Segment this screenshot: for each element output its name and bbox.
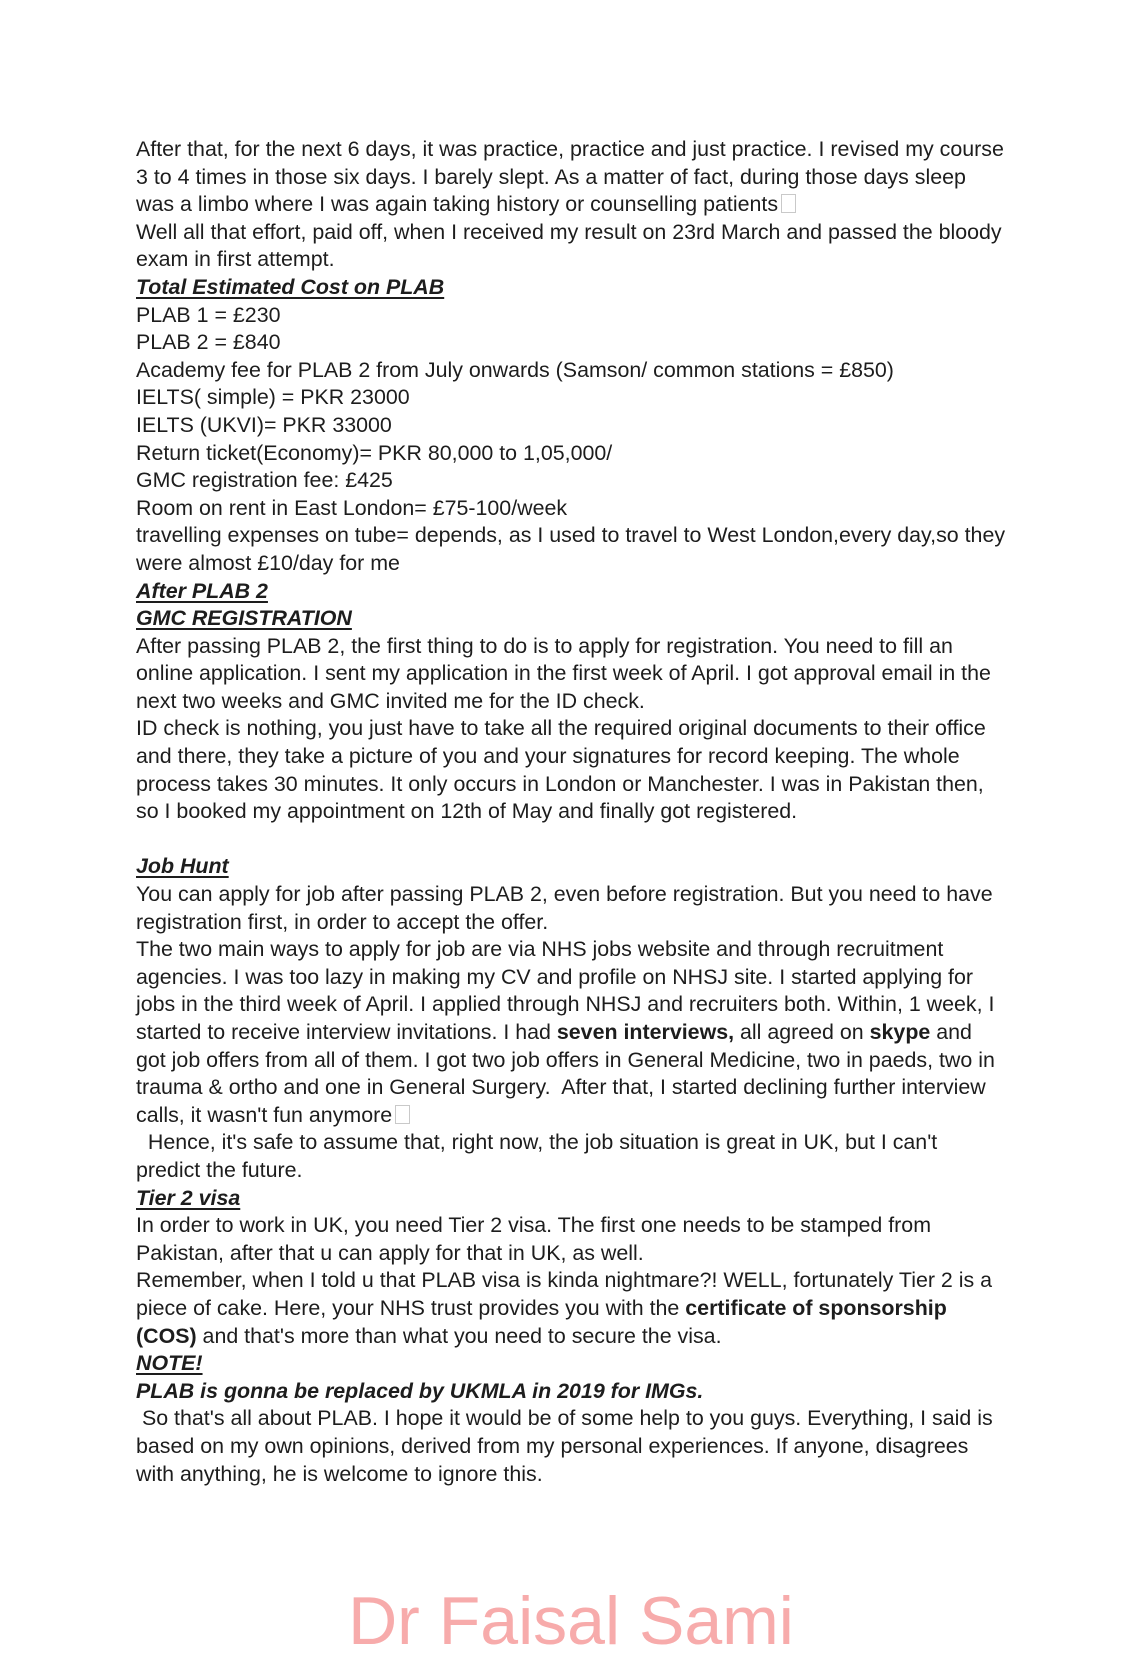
text-run: PLAB is gonna be replaced by UKMLA in 2019 for IMGs. xyxy=(136,1378,704,1403)
text-run: GMC registration fee: £425 xyxy=(136,468,393,493)
text-run: Job Hunt xyxy=(136,854,229,879)
paragraph xyxy=(136,1267,1006,1350)
bold-text-run: skype xyxy=(869,1020,931,1044)
text-run: Return ticket(Economy)= PKR 80,000 to 1,05,000/ xyxy=(136,440,613,465)
text-run: IELTS (UKVI)= PKR 33000 xyxy=(136,412,392,437)
paragraph xyxy=(136,136,1010,219)
paragraph xyxy=(136,440,1006,468)
text-run: travelling expenses on tube= depends, as I used to travel to West London,every day,so they were almost £10/day for me xyxy=(136,523,1011,575)
paragraph xyxy=(136,219,1006,274)
text-run: Tier 2 visa xyxy=(136,1185,241,1210)
text-run: Hence, it's safe to assume that, right now, the job situation is great in UK, but I can't predict the future. xyxy=(136,1130,944,1182)
text-run: The two main ways to apply for job are via NHS jobs website and through recruitment agencies. I was too lazy in making my CV and profile on NHSJ site. I started applying for jobs in the third week of April. I applied through NHSJ and recruiters both. Within, 1 week, I started to receive interview invitations. I had xyxy=(136,937,1001,1044)
text-run: and that's more than what you need to secure the visa. xyxy=(196,1323,722,1348)
section-heading xyxy=(136,1350,1006,1378)
text-run: ID check is nothing, you just have to take all the required original documents to their office and there, they take a picture of you and your signatures for record keeping. The whole process takes 30 minutes. It only occurs in London or Manchester. I was in Pakistan then, so I booked my appointment on 12th of May and finally got registered. xyxy=(136,716,992,824)
paragraph xyxy=(136,633,1006,716)
bold-text-run: seven interviews, xyxy=(556,1020,735,1044)
paragraph xyxy=(136,384,1006,412)
text-run: and got job offers from all of them. I got two job offers in General Medicine, two in paeds, two in trauma & ortho and one in General Surgery. After that, I started declining further interview calls, it wasn't fun anymore xyxy=(136,1020,1001,1127)
blank-line xyxy=(136,826,1006,854)
paragraph xyxy=(136,412,1006,440)
text-run: PLAB 2 = £840 xyxy=(136,330,281,355)
text-run: Well all that effort, paid off, when I received my result on 23rd March and passed the bloody exam in first attempt. xyxy=(136,219,1008,272)
section-heading xyxy=(136,853,1006,881)
text-run: all agreed on xyxy=(734,1020,870,1044)
text-run: GMC REGISTRATION xyxy=(136,606,352,631)
paragraph xyxy=(136,467,1006,495)
section-heading xyxy=(136,274,1006,302)
paragraph xyxy=(136,881,1006,936)
paragraph xyxy=(136,522,1011,577)
paragraph xyxy=(136,715,1006,825)
paragraph xyxy=(136,495,1006,523)
text-run: You can apply for job after passing PLAB 2, even before registration. But you need to have registration first, in order to accept the offer. xyxy=(136,882,999,934)
text-run: In order to work in UK, you need Tier 2 visa. The first one needs to be stamped from Pakistan, after that u can apply for that in UK, as well. xyxy=(136,1213,937,1265)
section-heading xyxy=(136,578,1006,606)
text-run: NOTE! xyxy=(136,1351,203,1376)
text-run: Academy fee for PLAB 2 from July onwards (Samson/ common stations = £850) xyxy=(136,357,894,382)
paragraph xyxy=(136,936,1006,1129)
bold-text-run: certificate of sponsorship (COS) xyxy=(136,1295,953,1348)
text-run: IELTS( simple) = PKR 23000 xyxy=(136,385,410,410)
text-run: Dr Faisal Sami xyxy=(348,1583,794,1659)
text-run: So that's all about PLAB. I hope it would be of some help to you guys. Everything, I said is based on my own opinions, derived from my personal experiences. If anyone, disagrees with anything, he is welcome to ignore this. xyxy=(136,1406,999,1486)
text-run: After that, for the next 6 days, it was practice, practice and just practice. I revised my course 3 to 4 times in those six days. I barely slept. As a matter of fact, during those days sleep was a limbo where I was again taking history or counselling patients xyxy=(136,137,1010,217)
paragraph xyxy=(136,302,1006,330)
text-run: Remember, when I told u that PLAB visa is kinda nightmare?! WELL, fortunately Tier 2 is a piece of cake. Here, your NHS trust provides you with the xyxy=(136,1268,998,1320)
paragraph xyxy=(136,1405,1006,1488)
paragraph xyxy=(136,1129,1006,1184)
text-run: Total Estimated Cost on PLAB xyxy=(136,274,445,299)
document-body xyxy=(136,136,1011,1659)
paragraph xyxy=(136,329,1006,357)
signature-text xyxy=(136,1584,1006,1659)
missing-glyph-box-icon xyxy=(781,194,796,213)
text-run: After passing PLAB 2, the first thing to do is to apply for registration. You need to fill an online application. I sent my application in the first week of April. I got approval email in the next two weeks and GMC invited me for the ID check. xyxy=(136,633,997,713)
text-run: Room on rent in East London= £75-100/week xyxy=(136,495,568,520)
section-heading xyxy=(136,605,1006,633)
text-run: PLAB 1 = £230 xyxy=(136,302,281,327)
paragraph xyxy=(136,357,1006,385)
text-run: After PLAB 2 xyxy=(136,578,268,603)
paragraph xyxy=(136,1212,1006,1267)
section-heading xyxy=(136,1185,1006,1213)
bold-italic-note xyxy=(136,1378,1006,1406)
missing-glyph-box-icon xyxy=(395,1105,410,1124)
